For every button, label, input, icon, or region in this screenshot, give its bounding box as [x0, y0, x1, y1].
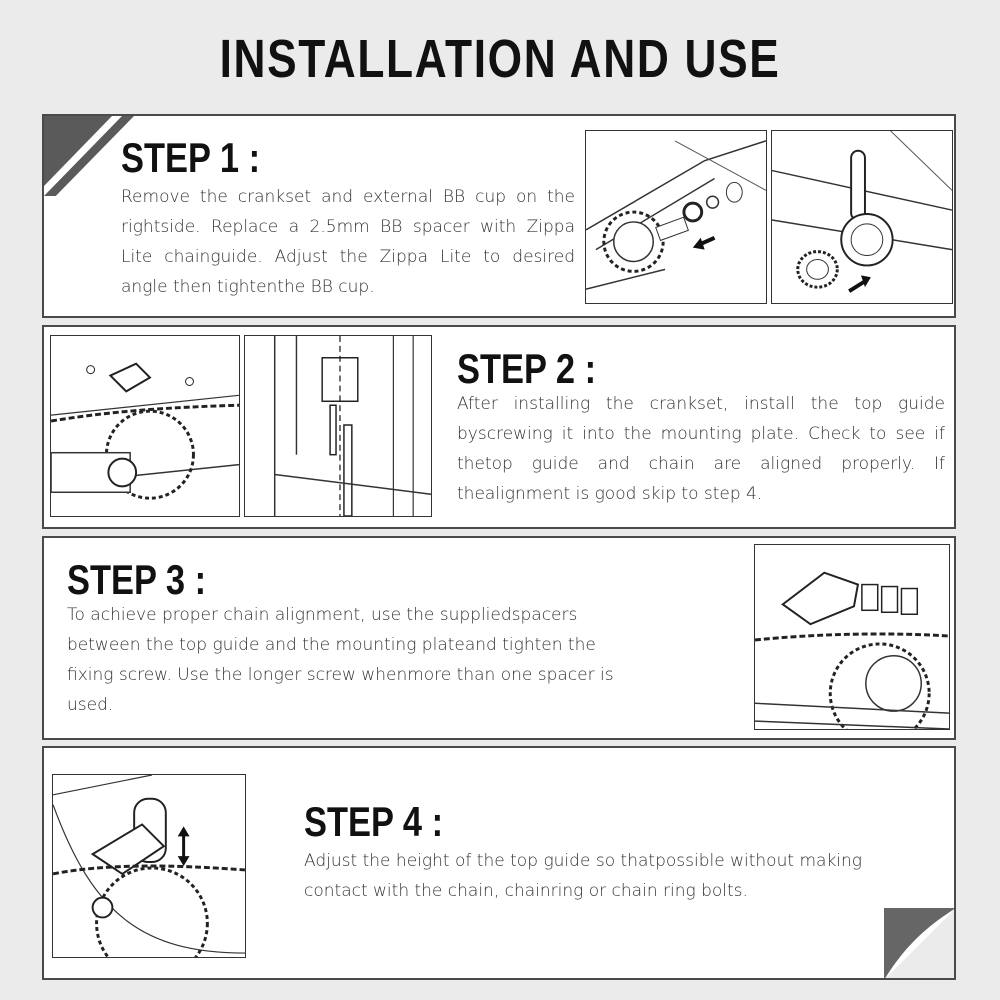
- step-3-text: To achieve proper chain alignment, use the suppliedspacers between the top guide and the mounting plateand tighten the fixing screw. Use the longer screw whenmore than one spacer is used.: [67, 605, 614, 715]
- step-3-heading: STEP 3 :: [67, 556, 207, 603]
- step-2-heading: STEP 2 :: [457, 345, 597, 392]
- step-1-heading: STEP 1 :: [121, 134, 261, 181]
- step-2-top-guide-illustration: [50, 335, 240, 517]
- step-3-card: [42, 536, 956, 740]
- step-1-bb-cup-illustration: [771, 130, 953, 304]
- step-4-text: Adjust the height of the top guide so thatpossible without making contact with the chain, chainring or chain ring bolts.: [304, 851, 862, 901]
- step-2-alignment-illustration: [244, 335, 432, 517]
- up-down-arrow-icon: [178, 826, 190, 866]
- step-2-card: [42, 325, 956, 529]
- arrow-icon: [693, 238, 715, 250]
- step-4-card: [42, 746, 956, 980]
- step-1-crank-illustration: [585, 130, 767, 304]
- step-3-spacers-illustration: [754, 544, 950, 730]
- arrow-icon: [849, 275, 871, 291]
- page-curl-icon: [884, 908, 956, 980]
- page-title: INSTALLATION AND USE: [219, 29, 781, 89]
- step-1-text: Remove the crankset and external BB cup on the rightside. Replace a 2.5mm BB spacer with Zippa Lite chainguide. Adjust the Zippa Lite to desired angle then tightenthe BB cup.: [121, 187, 575, 297]
- step-1-card: [42, 114, 956, 318]
- step-2-text: After installing the crankset, install the top guide byscrewing it into the mounting plate. Check to see if thetop guide and chain are aligned properly. If thealignment is good skip to step 4.: [457, 394, 945, 504]
- step-4-height-illustration: [52, 774, 246, 958]
- step-4-heading: STEP 4 :: [304, 798, 444, 845]
